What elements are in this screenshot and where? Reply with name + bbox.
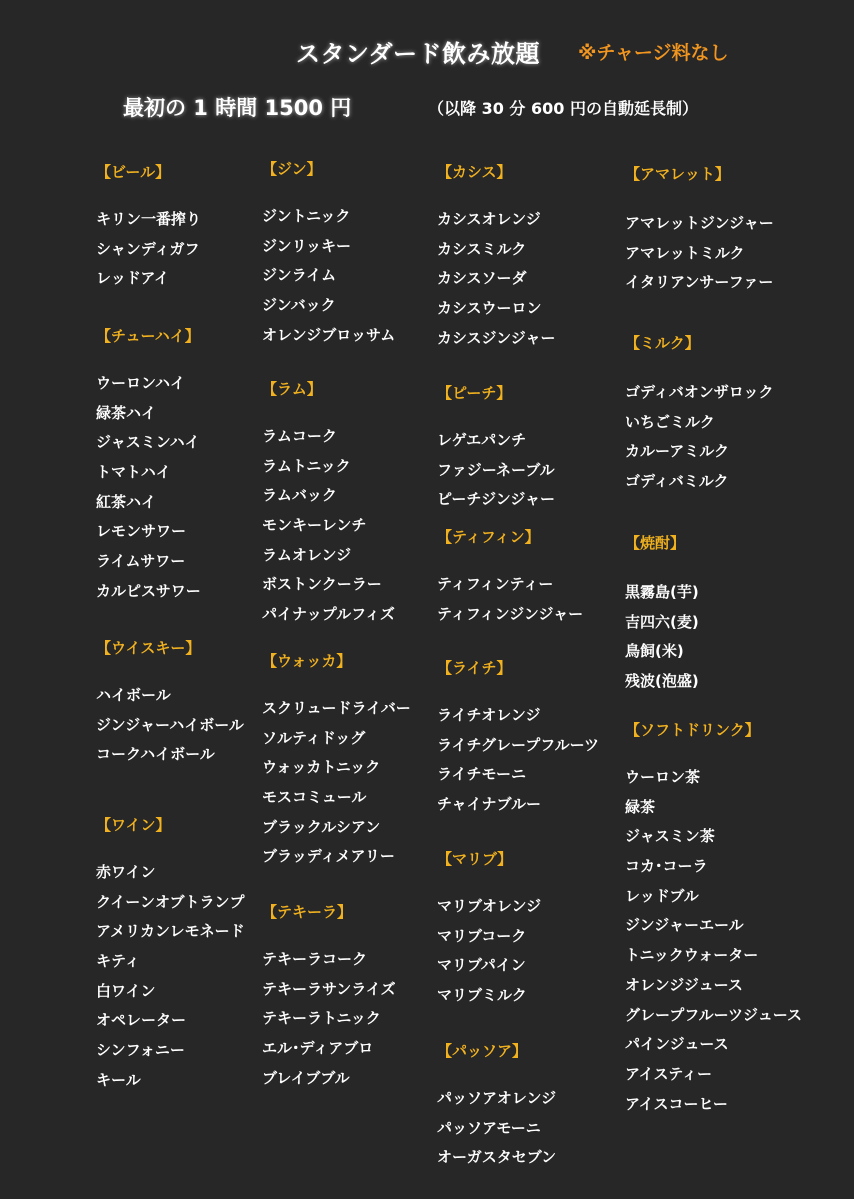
section-tiffin [437, 527, 583, 629]
menu-item: ラムバック [262, 486, 337, 505]
menu-item: カシスミルク [437, 239, 527, 258]
menu-item: トマトハイ [96, 463, 171, 482]
menu-item: ファジーネーブル [437, 460, 555, 479]
section-title: 【ラム】 [262, 380, 322, 398]
menu-item: アイスティー [625, 1064, 713, 1083]
menu-item: ゴディバミルク [625, 472, 729, 491]
menu-item: テキーラコーク [262, 950, 368, 968]
menu-item: ソルティドッグ [262, 728, 366, 747]
section-title: 【チューハイ】 [96, 327, 200, 345]
menu-item: ジンリッキー [262, 236, 352, 255]
milk-list [625, 378, 774, 497]
menu-item: ウォッカトニック [262, 758, 381, 777]
menu-item: カシスウーロン [437, 299, 542, 318]
menu-item: レモンサワー [96, 522, 187, 541]
menu-item: ブラッディメアリー [262, 847, 395, 866]
menu-item: ピーチジンジャー [437, 490, 556, 509]
menu-item: パッソアモーニ [437, 1118, 541, 1137]
menu-item: ウーロン茶 [625, 768, 701, 786]
menu-item: カシスジンジャー [437, 328, 556, 347]
menu-item: クイーンオブトランプ [96, 892, 245, 911]
menu-item: ジンライム [262, 266, 337, 285]
menu-item: オレンジジュース [625, 975, 743, 994]
section-wine [96, 815, 245, 1096]
section-title: 【ライチ】 [437, 659, 512, 677]
menu-item: ティフィンジンジャー [437, 604, 584, 623]
tequila-list [262, 945, 396, 1093]
section-lychee [437, 658, 599, 820]
section-chuhai [96, 326, 201, 607]
section-passoa [437, 1041, 556, 1173]
menu-item: ジャスミンハイ [96, 433, 200, 452]
menu-item: キール [96, 1070, 141, 1089]
menu-item: コカ･コーラ [625, 857, 708, 876]
menu-item: オーガスタセブン [437, 1148, 557, 1167]
section-whisky [96, 638, 244, 770]
section-title: 【ワイン】 [96, 816, 171, 834]
menu-item: アイスコーヒー [625, 1094, 728, 1113]
section-gin [262, 159, 395, 350]
lychee-list [437, 701, 599, 820]
menu-item: オレンジブロッサム [262, 325, 396, 344]
menu-item: ジントニック [262, 207, 351, 225]
menu-item: ボストンクーラー [262, 575, 382, 594]
section-soft [625, 720, 802, 1119]
menu-item: シンフォニー [96, 1041, 185, 1060]
menu-item: いちごミルク [625, 412, 715, 431]
section-shochu [625, 533, 699, 697]
menu-item: ハイボール [96, 686, 171, 704]
menu-item: エル･ディアブロ [262, 1039, 374, 1058]
menu-item: ラムオレンジ [262, 545, 352, 564]
menu-item: 残波(泡盛) [625, 672, 699, 691]
section-title: 【ティフィン】 [437, 528, 540, 546]
section-title: 【焼酎】 [625, 534, 686, 552]
menu-item: 緑茶 [625, 797, 656, 816]
menu-item: アメリカンレモネード [96, 922, 245, 941]
section-amaretto [625, 164, 774, 298]
soft-list [625, 763, 802, 1119]
menu-item: チャイナブルー [437, 795, 541, 814]
section-milk [625, 333, 774, 497]
menu-item: 鳥飼(米) [625, 642, 684, 661]
section-title: 【ウイスキー】 [96, 639, 201, 657]
section-title: 【マリブ】 [437, 850, 513, 868]
section-title: 【ピーチ】 [437, 384, 512, 402]
vodka-list [262, 694, 411, 872]
section-title: 【ソフトドリンク】 [625, 721, 760, 739]
menu-item: ゴディバオンザロック [625, 383, 774, 401]
menu-item: 紅茶ハイ [96, 492, 157, 511]
section-tequila [262, 902, 396, 1093]
price-line: 最初の 1 時間 1500 円 [123, 96, 352, 120]
menu-item: パイナップルフィズ [262, 605, 395, 624]
section-malibu [437, 849, 541, 1011]
menu-item: レッドアイ [96, 269, 170, 288]
section-cassis [437, 162, 556, 353]
menu-item: レゲエパンチ [437, 431, 527, 449]
section-title: 【ミルク】 [625, 334, 700, 352]
menu-item: 黒霧島(芋) [625, 583, 699, 601]
menu-item: カシスソーダ [437, 269, 527, 288]
menu-item: ジンバック [262, 296, 336, 315]
rum-list [262, 422, 395, 630]
cassis-list [437, 205, 556, 353]
menu-item: ブレイブブル [262, 1068, 350, 1087]
menu-item: シャンディガフ [96, 239, 200, 258]
tiffin-list [437, 570, 583, 629]
menu-item: ジンジャーエール [625, 916, 744, 935]
whisky-list [96, 681, 244, 770]
menu-item: カルピスサワー [96, 581, 201, 600]
section-title: 【パッソア】 [437, 1042, 528, 1060]
menu-item: マリブミルク [437, 986, 527, 1005]
malibu-list [437, 892, 541, 1011]
page-title: スタンダード飲み放題 [296, 40, 541, 68]
menu-item: ライチオレンジ [437, 706, 541, 724]
menu-item: 吉四六(麦) [625, 612, 699, 631]
menu-item: キリン一番搾り [96, 210, 202, 228]
section-title: 【テキーラ】 [262, 903, 353, 921]
menu-item: アマレットジンジャー [625, 214, 774, 232]
menu-item: 緑茶ハイ [96, 403, 157, 422]
gin-list [262, 202, 395, 350]
menu-item: ティフィンティー [437, 575, 554, 593]
menu-item: ジンジャーハイボール [96, 715, 244, 734]
menu-item: オペレーター [96, 1011, 187, 1030]
section-title: 【アマレット】 [625, 165, 730, 183]
menu-item: マリブオレンジ [437, 897, 542, 915]
menu-item: マリブコーク [437, 926, 527, 945]
wine-list [96, 858, 245, 1096]
menu-item: トニックウォーター [625, 946, 759, 965]
menu-item: イタリアンサーファー [625, 273, 774, 292]
shochu-list [625, 578, 699, 697]
menu-item: ライムサワー [96, 552, 186, 571]
menu-item: パッソアオレンジ [437, 1089, 557, 1107]
menu-item: スクリュードライバー [262, 699, 411, 717]
menu-item: キティ [96, 952, 140, 971]
menu-item: 赤ワイン [96, 863, 156, 881]
menu-item: ライチモーニ [437, 765, 526, 784]
beer-list [96, 205, 201, 294]
menu-item: ブラックルシアン [262, 817, 381, 836]
menu-item: カシスオレンジ [437, 210, 541, 228]
menu-item: パインジュース [625, 1035, 729, 1054]
menu-item: ラムトニック [262, 456, 351, 475]
section-title: 【カシス】 [437, 163, 512, 181]
amaretto-list [625, 209, 774, 298]
charge-note: ※チャージ料なし [578, 42, 729, 64]
section-vodka [262, 651, 411, 872]
section-title: 【ウォッカ】 [262, 652, 352, 670]
extension-note: （以降 30 分 600 円の自動延長制） [428, 99, 698, 118]
menu-item: アマレットミルク [625, 243, 745, 262]
menu-item: 白ワイン [96, 981, 156, 1000]
section-peach [437, 383, 555, 515]
passoa-list [437, 1084, 556, 1173]
section-title: 【ジン】 [262, 160, 322, 178]
menu-item: テキーラサンライズ [262, 979, 396, 998]
menu-item: ウーロンハイ [96, 374, 185, 392]
menu-item: レッドブル [625, 886, 699, 905]
menu-item: ライチグレープフルーツ [437, 735, 600, 754]
menu-item: モスコミュール [262, 788, 367, 807]
menu-item: カルーアミルク [625, 442, 729, 461]
menu-item: グレープフルーツジュース [625, 1005, 803, 1024]
section-beer [96, 162, 201, 294]
menu-item: モンキーレンチ [262, 516, 367, 535]
menu-item: マリブパイン [437, 956, 526, 975]
peach-list [437, 426, 555, 515]
menu-item: ラムコーク [262, 427, 337, 445]
menu-item: コークハイボール [96, 745, 215, 764]
section-title: 【ビール】 [96, 163, 171, 181]
section-rum [262, 379, 395, 630]
chuhai-list [96, 369, 201, 607]
menu-item: テキーラトニック [262, 1009, 381, 1028]
menu-item: ジャスミン茶 [625, 827, 715, 846]
